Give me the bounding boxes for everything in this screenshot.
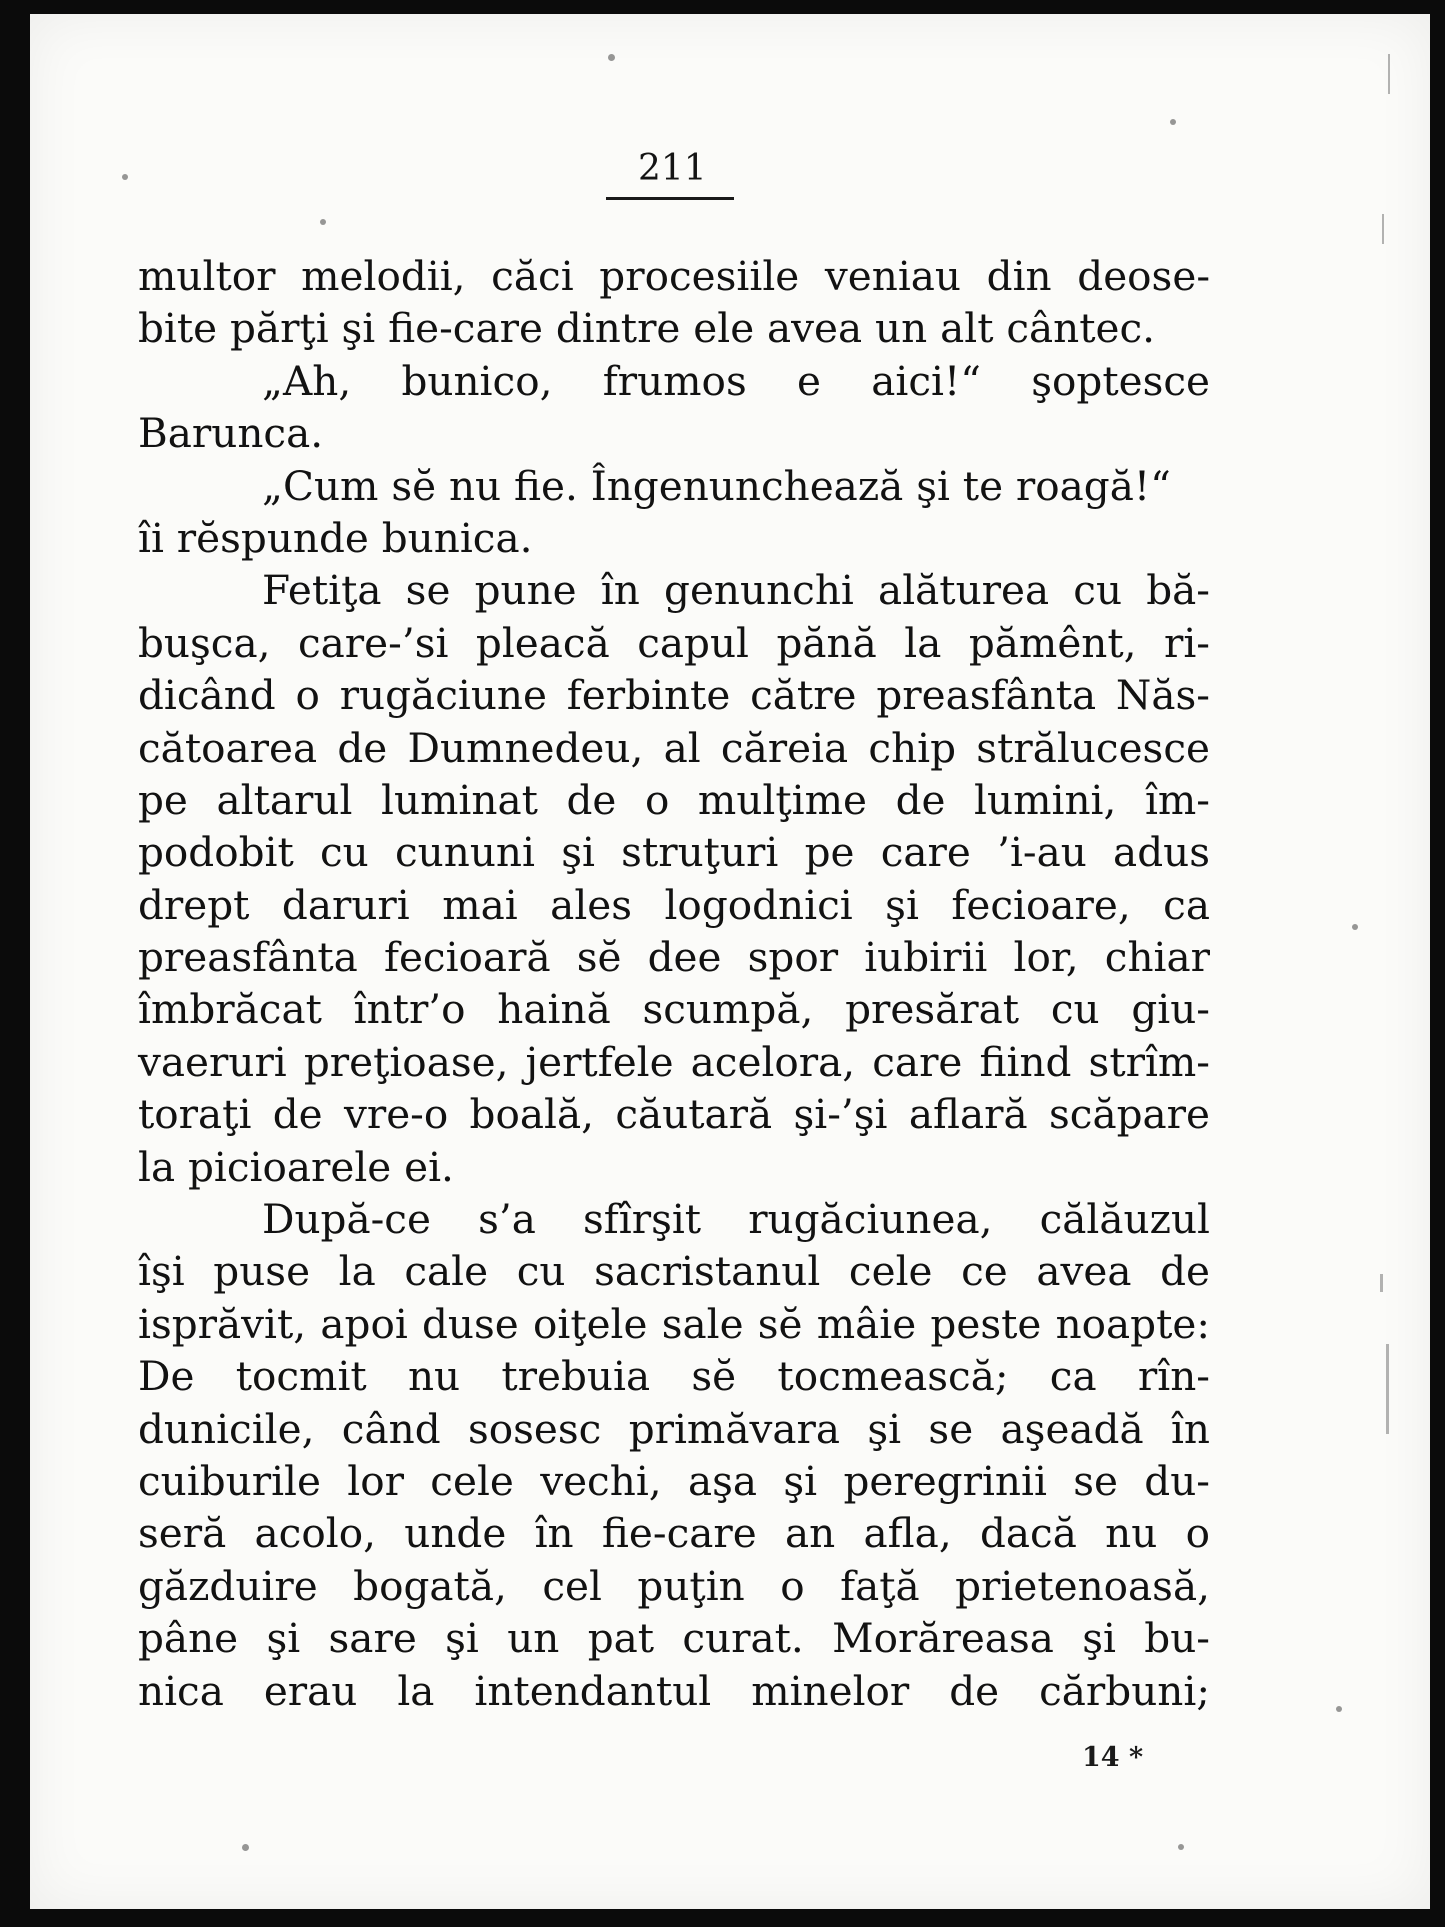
scan-edge-mark — [1380, 1274, 1383, 1292]
scan-speck — [242, 1844, 249, 1851]
text-line: buşca, care-’si pleacă capul pănă la pămênt, ri- — [138, 618, 1210, 667]
scan-speck — [320, 219, 326, 225]
text-line: cuiburile lor cele vechi, aşa şi peregrinii se du- — [138, 1456, 1210, 1505]
scan-speck — [1178, 1844, 1184, 1850]
text-line: vaeruri preţioase, jertfele acelora, care fiind strîm- — [138, 1037, 1210, 1086]
text-line: pâne şi sare şi un pat curat. Morăreasa şi bu- — [138, 1614, 1210, 1663]
text-line: „Cum sĕ nu fie. Îngenunchează şi te roagă!“ — [262, 461, 1171, 510]
scan-edge-mark — [1382, 214, 1384, 244]
text-line: „Ah, bunico, frumos e aici!“ şoptesce — [262, 356, 1210, 405]
page-text — [138, 250, 1210, 1717]
text-line: la picioarele ei. — [138, 1142, 454, 1191]
text-line: dunicile, când sosesc primăvara şi se aşeadă în — [138, 1404, 1210, 1453]
text-line: seră acolo, unde în fie-care an afla, dacă nu o — [138, 1509, 1210, 1558]
scan-speck — [608, 54, 615, 61]
text-line: drept daruri mai ales logodnici şi fecioare, ca — [138, 880, 1210, 929]
text-line: multor melodii, căci procesiile veniau din deose- — [138, 252, 1210, 300]
scan-speck — [1352, 924, 1358, 930]
text-line: Fetiţa se pune în genunchi alăturea cu bă- — [262, 566, 1210, 615]
page-number-rule — [606, 197, 734, 200]
text-line: dicând o rugăciune ferbinte către preasfânta Năs- — [138, 671, 1210, 720]
scan-edge-mark — [1388, 54, 1390, 94]
text-line: De tocmit nu trebuia sĕ tocmească; ca rîn- — [138, 1352, 1210, 1401]
text-line: preasfânta fecioară sĕ dee spor iubirii lor, chiar — [138, 933, 1210, 982]
page-number: 211 — [638, 148, 707, 189]
text-line: pe altarul luminat de o mulţime de lumini, îm- — [138, 775, 1210, 824]
text-line: găzduire bogată, cel puţin o faţă prietenoasă, — [138, 1561, 1210, 1610]
signature-mark: 14 * — [1082, 1742, 1144, 1773]
text-line: toraţi de vre-o boală, căutară şi-’şi aflară scăpare — [138, 1090, 1210, 1139]
book-page — [30, 14, 1430, 1909]
text-line: podobit cu cununi şi struţuri pe care ’i-au adus — [138, 828, 1210, 877]
scan-speck — [1170, 119, 1176, 125]
scan-speck — [122, 174, 128, 180]
text-line: bite părţi şi fie-care dintre ele avea un alt cântec. — [138, 304, 1156, 353]
scan-speck — [1336, 1706, 1342, 1712]
text-line: îmbrăcat într’o haină scumpă, presărat cu giu- — [138, 985, 1210, 1034]
text-line: îşi puse la cale cu sacristanul cele ce avea de — [138, 1247, 1210, 1296]
text-line: îi rĕspunde bunica. — [138, 513, 533, 562]
text-line: Barunca. — [138, 409, 324, 458]
text-line: nica erau la intendantul minelor de cărbuni; — [138, 1666, 1210, 1715]
text-line: După-ce s’a sfîrşit rugăciunea, călăuzul — [262, 1195, 1210, 1244]
scan-edge-mark — [1386, 1344, 1389, 1434]
text-line: isprăvit, apoi duse oiţele sale sĕ mâie peste noapte: — [138, 1299, 1210, 1348]
text-line: cătoarea de Dumnedeu, al căreia chip strălucesce — [138, 723, 1210, 772]
